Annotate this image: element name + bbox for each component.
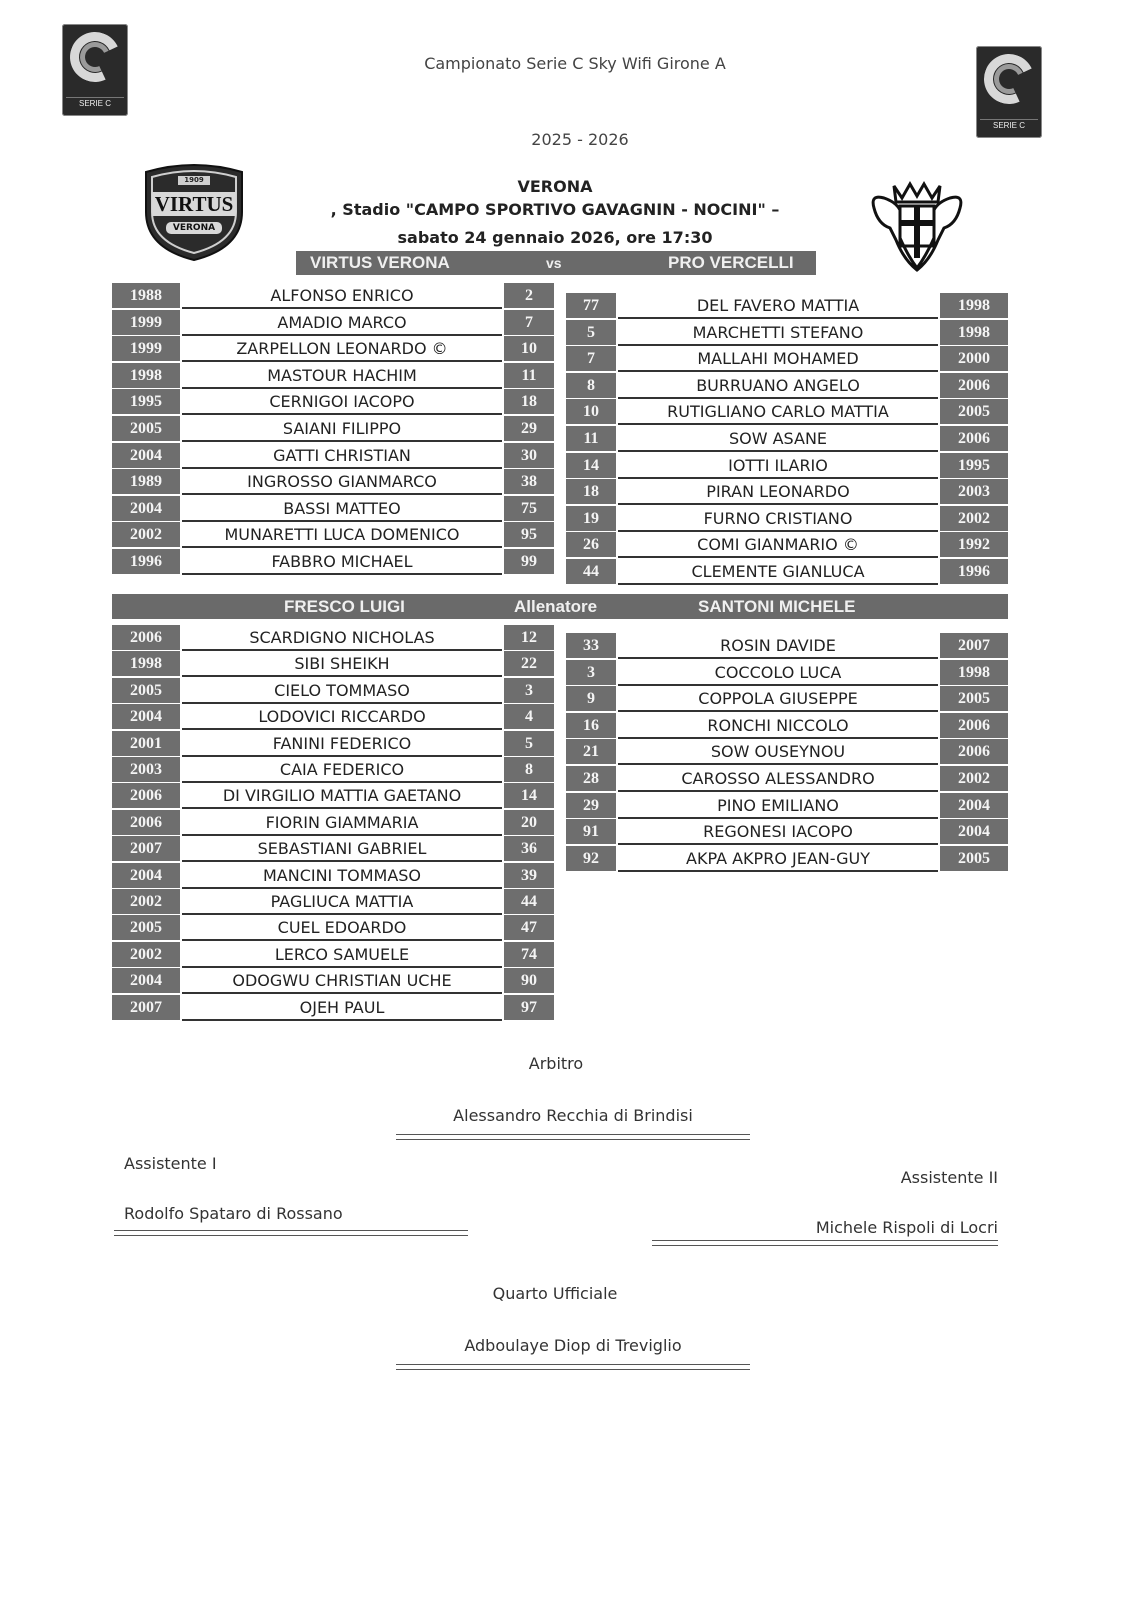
player-name: CLEMENTE GIANLUCA: [618, 559, 938, 585]
player-number: 4: [504, 704, 554, 729]
player-birth-year: 2005: [940, 399, 1008, 424]
player-name: CAIA FEDERICO: [182, 757, 502, 783]
player-row: [112, 310, 552, 337]
player-row: [566, 346, 1006, 373]
player-birth-year: 2000: [940, 346, 1008, 371]
player-number: 5: [504, 731, 554, 756]
assistant-1-label: Assistente I: [124, 1154, 217, 1173]
player-number: 14: [504, 783, 554, 808]
assistant-2-name: Michele Rispoli di Locri: [815, 1218, 998, 1237]
player-birth-year: 1995: [940, 453, 1008, 478]
player-birth-year: 2004: [940, 819, 1008, 844]
player-birth-year: 1999: [112, 336, 180, 361]
player-number: 30: [504, 443, 554, 468]
player-birth-year: 1998: [940, 293, 1008, 318]
player-birth-year: 1992: [940, 532, 1008, 557]
player-birth-year: 2006: [112, 625, 180, 650]
player-birth-year: 2001: [112, 731, 180, 756]
player-name: ODOGWU CHRISTIAN UCHE: [182, 968, 502, 994]
player-row: [112, 625, 552, 652]
fourth-official-signature-line: [396, 1364, 750, 1370]
player-number: 3: [504, 678, 554, 703]
player-birth-year: 1995: [112, 389, 180, 414]
player-row: [112, 783, 552, 810]
player-birth-year: 2006: [112, 810, 180, 835]
player-number: 7: [504, 310, 554, 335]
player-row: [566, 506, 1006, 533]
player-number: 10: [504, 336, 554, 361]
player-number: 90: [504, 968, 554, 993]
player-row: [566, 532, 1006, 559]
assistant-2-signature-line: [652, 1240, 998, 1246]
player-row: [112, 443, 552, 470]
player-birth-year: 1999: [112, 310, 180, 335]
competition-title: Campionato Serie C Sky Wifi Girone A: [424, 54, 726, 73]
player-number: 74: [504, 942, 554, 967]
pro-vercelli-crest: [866, 180, 968, 272]
serie-c-logo-label: SERIE C: [66, 97, 124, 110]
player-name: ROSIN DAVIDE: [618, 633, 938, 659]
player-name: BURRUANO ANGELO: [618, 373, 938, 399]
player-row: [112, 968, 552, 995]
assistant-1-name: Rodolfo Spataro di Rossano: [124, 1204, 343, 1223]
player-number: 99: [504, 549, 554, 574]
player-birth-year: 2005: [112, 678, 180, 703]
season: 2025 - 2026: [531, 130, 629, 149]
serie-c-logo-left: [62, 24, 128, 116]
player-birth-year: 2004: [940, 793, 1008, 818]
player-row: [112, 389, 552, 416]
player-birth-year: 2005: [940, 686, 1008, 711]
player-number: 8: [504, 757, 554, 782]
player-number: 91: [566, 819, 616, 844]
player-number: 29: [566, 793, 616, 818]
player-name: DEL FAVERO MATTIA: [618, 293, 938, 319]
stadium: , Stadio "CAMPO SPORTIVO GAVAGNIN - NOCINI" –: [330, 200, 780, 219]
player-name: RUTIGLIANO CARLO MATTIA: [618, 399, 938, 425]
player-row: [566, 713, 1006, 740]
player-number: 44: [566, 559, 616, 584]
player-name: ALFONSO ENRICO: [182, 283, 502, 309]
player-row: [112, 678, 552, 705]
player-birth-year: 2005: [112, 416, 180, 441]
player-row: [112, 416, 552, 443]
player-row: [112, 889, 552, 916]
player-name: CERNIGOI IACOPO: [182, 389, 502, 415]
player-birth-year: 2004: [112, 863, 180, 888]
player-row: [112, 704, 552, 731]
player-birth-year: 2002: [112, 522, 180, 547]
player-number: 18: [566, 479, 616, 504]
crest-sub-text: VERONA: [172, 223, 216, 233]
player-birth-year: 2007: [112, 836, 180, 861]
player-row: [112, 915, 552, 942]
player-number: 3: [566, 660, 616, 685]
player-name: MUNARETTI LUCA DOMENICO: [182, 522, 502, 548]
player-row: [566, 399, 1006, 426]
player-name: LERCO SAMUELE: [182, 942, 502, 968]
player-birth-year: 2002: [112, 942, 180, 967]
player-row: [112, 363, 552, 390]
player-name: MARCHETTI STEFANO: [618, 320, 938, 346]
player-number: 11: [504, 363, 554, 388]
player-row: [566, 819, 1006, 846]
player-birth-year: 2006: [940, 739, 1008, 764]
player-number: 26: [566, 532, 616, 557]
player-number: 38: [504, 469, 554, 494]
player-birth-year: 2004: [112, 443, 180, 468]
player-birth-year: 2006: [112, 783, 180, 808]
player-name: MASTOUR HACHIM: [182, 363, 502, 389]
player-birth-year: 1988: [112, 283, 180, 308]
player-birth-year: 1989: [112, 469, 180, 494]
player-number: 12: [504, 625, 554, 650]
player-name: FURNO CRISTIANO: [618, 506, 938, 532]
player-number: 20: [504, 810, 554, 835]
player-number: 9: [566, 686, 616, 711]
player-row: [112, 336, 552, 363]
player-row: [566, 686, 1006, 713]
crest-year: 1909: [184, 176, 204, 184]
player-row: [566, 479, 1006, 506]
player-number: 2: [504, 283, 554, 308]
player-number: 11: [566, 426, 616, 451]
assistant-2-label: Assistente II: [900, 1168, 998, 1187]
player-row: [112, 522, 552, 549]
player-row: [566, 559, 1006, 586]
player-birth-year: 1998: [112, 651, 180, 676]
player-name: SEBASTIANI GABRIEL: [182, 836, 502, 862]
player-name: DI VIRGILIO MATTIA GAETANO: [182, 783, 502, 809]
player-row: [112, 810, 552, 837]
player-name: MALLAHI MOHAMED: [618, 346, 938, 372]
player-name: FABBRO MICHAEL: [182, 549, 502, 575]
player-name: PIRAN LEONARDO: [618, 479, 938, 505]
player-number: 21: [566, 739, 616, 764]
player-row: [566, 426, 1006, 453]
player-name: CAROSSO ALESSANDRO: [618, 766, 938, 792]
player-birth-year: 2004: [112, 704, 180, 729]
player-number: 95: [504, 522, 554, 547]
player-birth-year: 2006: [940, 713, 1008, 738]
player-row: [566, 320, 1006, 347]
player-name: BASSI MATTEO: [182, 496, 502, 522]
player-row: [566, 453, 1006, 480]
player-number: 39: [504, 863, 554, 888]
player-birth-year: 2003: [940, 479, 1008, 504]
player-row: [566, 660, 1006, 687]
player-birth-year: 2002: [112, 889, 180, 914]
player-name: SCARDIGNO NICHOLAS: [182, 625, 502, 651]
player-number: 77: [566, 293, 616, 318]
crest-main-text: VIRTUS: [154, 192, 234, 216]
player-name: RONCHI NICCOLO: [618, 713, 938, 739]
virtus-verona-crest: [142, 162, 246, 262]
player-row: [112, 469, 552, 496]
player-name: SAIANI FILIPPO: [182, 416, 502, 442]
player-name: SIBI SHEIKH: [182, 651, 502, 677]
player-name: MANCINI TOMMASO: [182, 863, 502, 889]
player-birth-year: 2007: [112, 995, 180, 1020]
player-name: REGONESI IACOPO: [618, 819, 938, 845]
player-number: 16: [566, 713, 616, 738]
player-number: 33: [566, 633, 616, 658]
player-number: 92: [566, 846, 616, 871]
player-name: CUEL EDOARDO: [182, 915, 502, 941]
player-number: 7: [566, 346, 616, 371]
coach-bar: [112, 594, 1008, 619]
player-name: COMI GIANMARIO ©: [618, 532, 938, 558]
player-number: 44: [504, 889, 554, 914]
vs-label: vs: [546, 255, 562, 271]
player-number: 47: [504, 915, 554, 940]
player-birth-year: 2007: [940, 633, 1008, 658]
player-birth-year: 1998: [940, 320, 1008, 345]
match-date: sabato 24 gennaio 2026, ore 17:30: [397, 228, 713, 247]
coach-label: Allenatore: [514, 597, 598, 616]
player-name: FIORIN GIAMMARIA: [182, 810, 502, 836]
serie-c-logo-label: SERIE C: [980, 119, 1038, 132]
player-number: 8: [566, 373, 616, 398]
serie-c-logo-right: [976, 46, 1042, 138]
match-bar: [296, 251, 816, 275]
home-team-name: VIRTUS VERONA: [310, 253, 450, 272]
player-birth-year: 2005: [940, 846, 1008, 871]
player-number: 5: [566, 320, 616, 345]
player-number: 36: [504, 836, 554, 861]
fourth-official-name: Adboulaye Diop di Treviglio: [464, 1336, 682, 1355]
player-row: [112, 283, 552, 310]
player-birth-year: 2006: [940, 373, 1008, 398]
player-name: ZARPELLON LEONARDO ©: [182, 336, 502, 362]
player-number: 22: [504, 651, 554, 676]
player-name: PINO EMILIANO: [618, 793, 938, 819]
player-row: [112, 731, 552, 758]
player-row: [112, 836, 552, 863]
player-row: [566, 793, 1006, 820]
player-name: CIELO TOMMASO: [182, 678, 502, 704]
player-number: 97: [504, 995, 554, 1020]
player-row: [112, 995, 552, 1022]
player-row: [566, 293, 1006, 320]
player-name: SOW OUSEYNOU: [618, 739, 938, 765]
player-name: COPPOLA GIUSEPPE: [618, 686, 938, 712]
home-coach: FRESCO LUIGI: [284, 597, 405, 616]
referee-label: Arbitro: [528, 1054, 584, 1073]
match-city: VERONA: [517, 177, 593, 196]
player-row: [566, 766, 1006, 793]
away-team-name: PRO VERCELLI: [668, 253, 794, 272]
player-row: [566, 739, 1006, 766]
player-birth-year: 1996: [940, 559, 1008, 584]
player-name: AMADIO MARCO: [182, 310, 502, 336]
player-birth-year: 2002: [940, 506, 1008, 531]
player-number: 28: [566, 766, 616, 791]
player-birth-year: 2004: [112, 496, 180, 521]
player-row: [566, 373, 1006, 400]
player-birth-year: 2004: [112, 968, 180, 993]
player-name: INGROSSO GIANMARCO: [182, 469, 502, 495]
player-row: [112, 496, 552, 523]
away-coach: SANTONI MICHELE: [698, 597, 856, 616]
player-name: LODOVICI RICCARDO: [182, 704, 502, 730]
fourth-official-label: Quarto Ufficiale: [492, 1284, 618, 1303]
player-number: 75: [504, 496, 554, 521]
referee-signature-line: [396, 1134, 750, 1140]
player-birth-year: 2003: [112, 757, 180, 782]
player-name: IOTTI ILARIO: [618, 453, 938, 479]
player-row: [112, 757, 552, 784]
player-row: [112, 651, 552, 678]
player-birth-year: 1996: [112, 549, 180, 574]
player-name: PAGLIUCA MATTIA: [182, 889, 502, 915]
player-name: OJEH PAUL: [182, 995, 502, 1021]
player-name: FANINI FEDERICO: [182, 731, 502, 757]
player-row: [112, 942, 552, 969]
player-row: [112, 549, 552, 576]
player-birth-year: 1998: [940, 660, 1008, 685]
player-number: 29: [504, 416, 554, 441]
player-number: 18: [504, 389, 554, 414]
player-number: 10: [566, 399, 616, 424]
player-number: 14: [566, 453, 616, 478]
player-row: [112, 863, 552, 890]
player-row: [566, 633, 1006, 660]
assistant-1-signature-line: [114, 1230, 468, 1236]
player-birth-year: 2005: [112, 915, 180, 940]
player-number: 19: [566, 506, 616, 531]
player-row: [566, 846, 1006, 873]
player-name: COCCOLO LUCA: [618, 660, 938, 686]
player-birth-year: 1998: [112, 363, 180, 388]
player-name: AKPA AKPRO JEAN-GUY: [618, 846, 938, 872]
player-birth-year: 2006: [940, 426, 1008, 451]
player-birth-year: 2002: [940, 766, 1008, 791]
player-name: SOW ASANE: [618, 426, 938, 452]
referee-name: Alessandro Recchia di Brindisi: [453, 1106, 693, 1125]
player-name: GATTI CHRISTIAN: [182, 443, 502, 469]
